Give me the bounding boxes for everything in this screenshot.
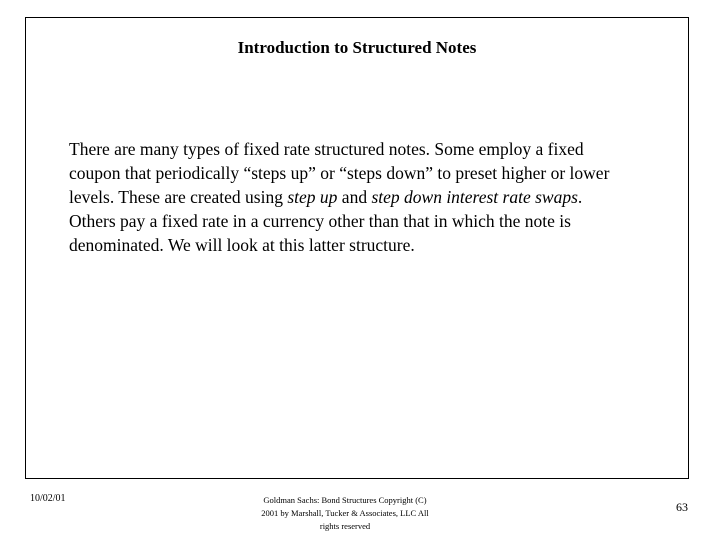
body-text-emphasis-swaps: step down interest rate swaps [371,187,578,207]
slide-body-text [69,137,629,257]
footer-date: 10/02/01 [30,493,66,504]
body-text-part-1: There are many types of fixed rate structured notes. Some employ a fixed coupon that periodically “steps up” or “steps down” to preset higher or lower levels. These are created using [69,139,610,207]
slide-title: Introduction to Structured Notes [237,38,477,57]
slide-frame [25,17,689,479]
body-text-part-2: and [337,187,372,207]
footer-copyright-line-1: Goldman Sachs: Bond Structures Copyright (C) [263,495,427,505]
footer-copyright [240,494,450,533]
page-number: 63 [676,500,688,514]
footer-copyright-line-3: rights reserved [319,521,371,531]
body-text-emphasis-step-up: step up [287,187,338,207]
footer-copyright-line-2: 2001 by Marshall, Tucker & Associates, LLC All [261,508,429,518]
body-text-part-3: . Others pay a fixed rate in a currency other than that in which the note is denominated. We will look at this latter structure. [69,187,583,255]
